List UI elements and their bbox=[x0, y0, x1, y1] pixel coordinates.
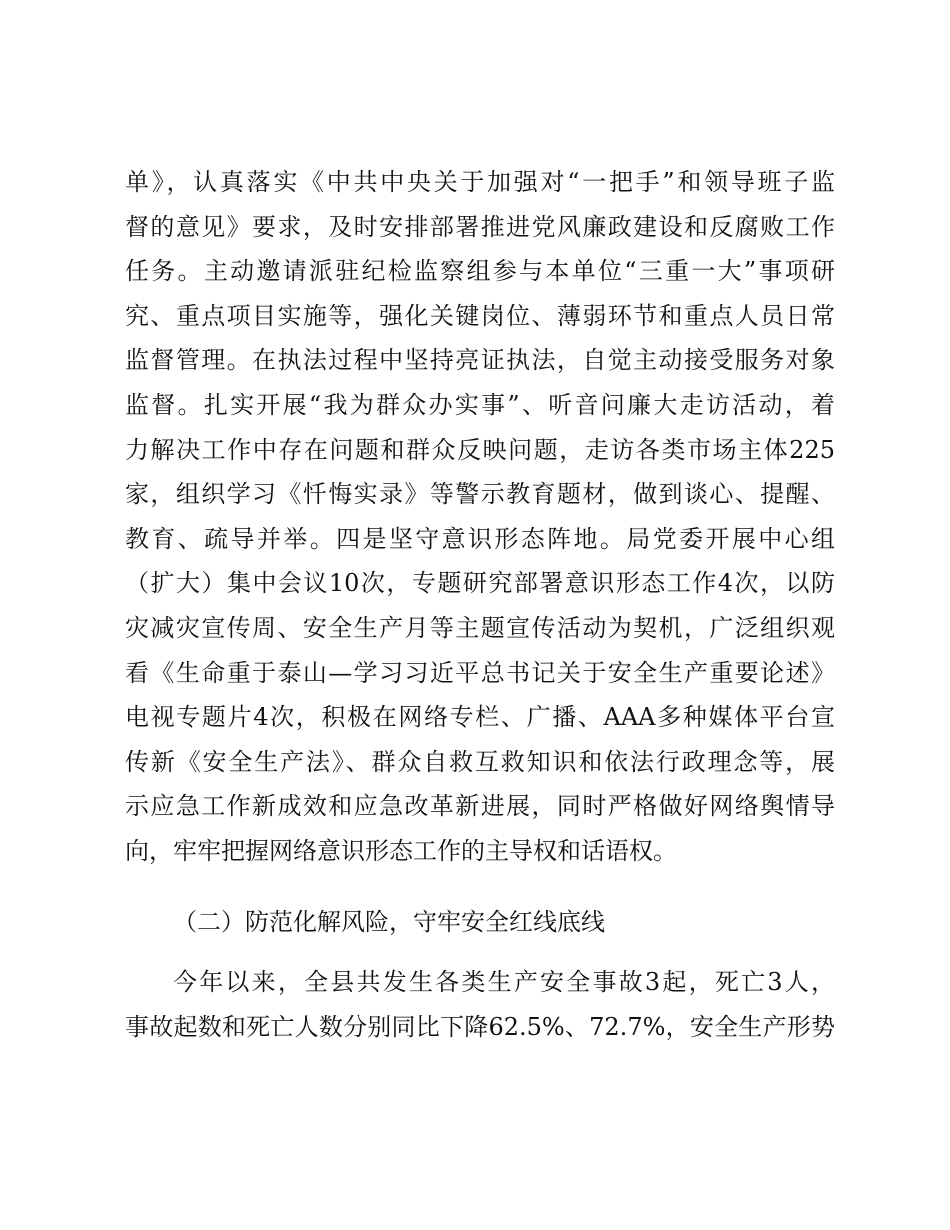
paragraph-line: 督的意见》要求，及时安排部署推进党风廉政建设和反腐败工作 bbox=[125, 212, 835, 241]
body-paragraph-2 bbox=[125, 960, 835, 1049]
paragraph-line: 电视专题片4次，积极在网络专栏、广播、AAA多种媒体平台宣 bbox=[125, 703, 835, 732]
paragraph-line: 事故起数和死亡人数分别同比下降62.5%、72.7%，安全生产形势 bbox=[125, 1012, 835, 1041]
paragraph-line: 力解决工作中存在问题和群众反映问题，走访各类市场主体225 bbox=[125, 435, 835, 464]
paragraph-line: 任务。主动邀请派驻纪检监察组参与本单位“三重一大”事项研 bbox=[125, 257, 835, 286]
paragraph-line: 向，牢牢把握网络意识形态工作的主导权和话语权。 bbox=[125, 836, 677, 865]
paragraph-line: （扩大）集中会议10次，专题研究部署意识形态工作4次，以防 bbox=[125, 569, 835, 598]
paragraph-line: 今年以来，全县共发生各类生产安全事故3起，死亡3人， bbox=[173, 968, 835, 996]
paragraph-line: 灾减灾宣传周、安全生产月等主题宣传活动为契机，广泛组织观 bbox=[125, 613, 835, 642]
paragraph-line: 究、重点项目实施等，强化关键岗位、薄弱环节和重点人员日常 bbox=[125, 301, 835, 330]
paragraph-line: 家，组织学习《忏悔实录》等警示教育题材，做到谈心、提醒、 bbox=[125, 480, 835, 509]
section-heading bbox=[125, 900, 835, 944]
body-paragraph-1 bbox=[125, 160, 835, 874]
paragraph-line: 示应急工作新成效和应急改革新进展，同时严格做好网络舆情导 bbox=[125, 792, 835, 821]
paragraph-line: 传新《安全生产法》、群众自救互救知识和依法行政理念等，展 bbox=[125, 747, 835, 776]
paragraph-line: 监督。扎实开展“我为群众办实事”、听音问廉大走访活动，着 bbox=[125, 390, 835, 419]
paragraph-line: 看《生命重于泰山—学习习近平总书记关于安全生产重要论述》 bbox=[125, 658, 835, 687]
paragraph-line: 单》，认真落实《中共中央关于加强对“一把手”和领导班子监 bbox=[125, 168, 835, 196]
section-heading-text: （二）防范化解风险，守牢安全红线底线 bbox=[173, 908, 605, 936]
paragraph-line: 教育、疏导并举。四是坚守意识形态阵地。局党委开展中心组 bbox=[125, 524, 835, 553]
paragraph-line: 监督管理。在执法过程中坚持亮证执法，自觉主动接受服务对象 bbox=[125, 346, 835, 375]
